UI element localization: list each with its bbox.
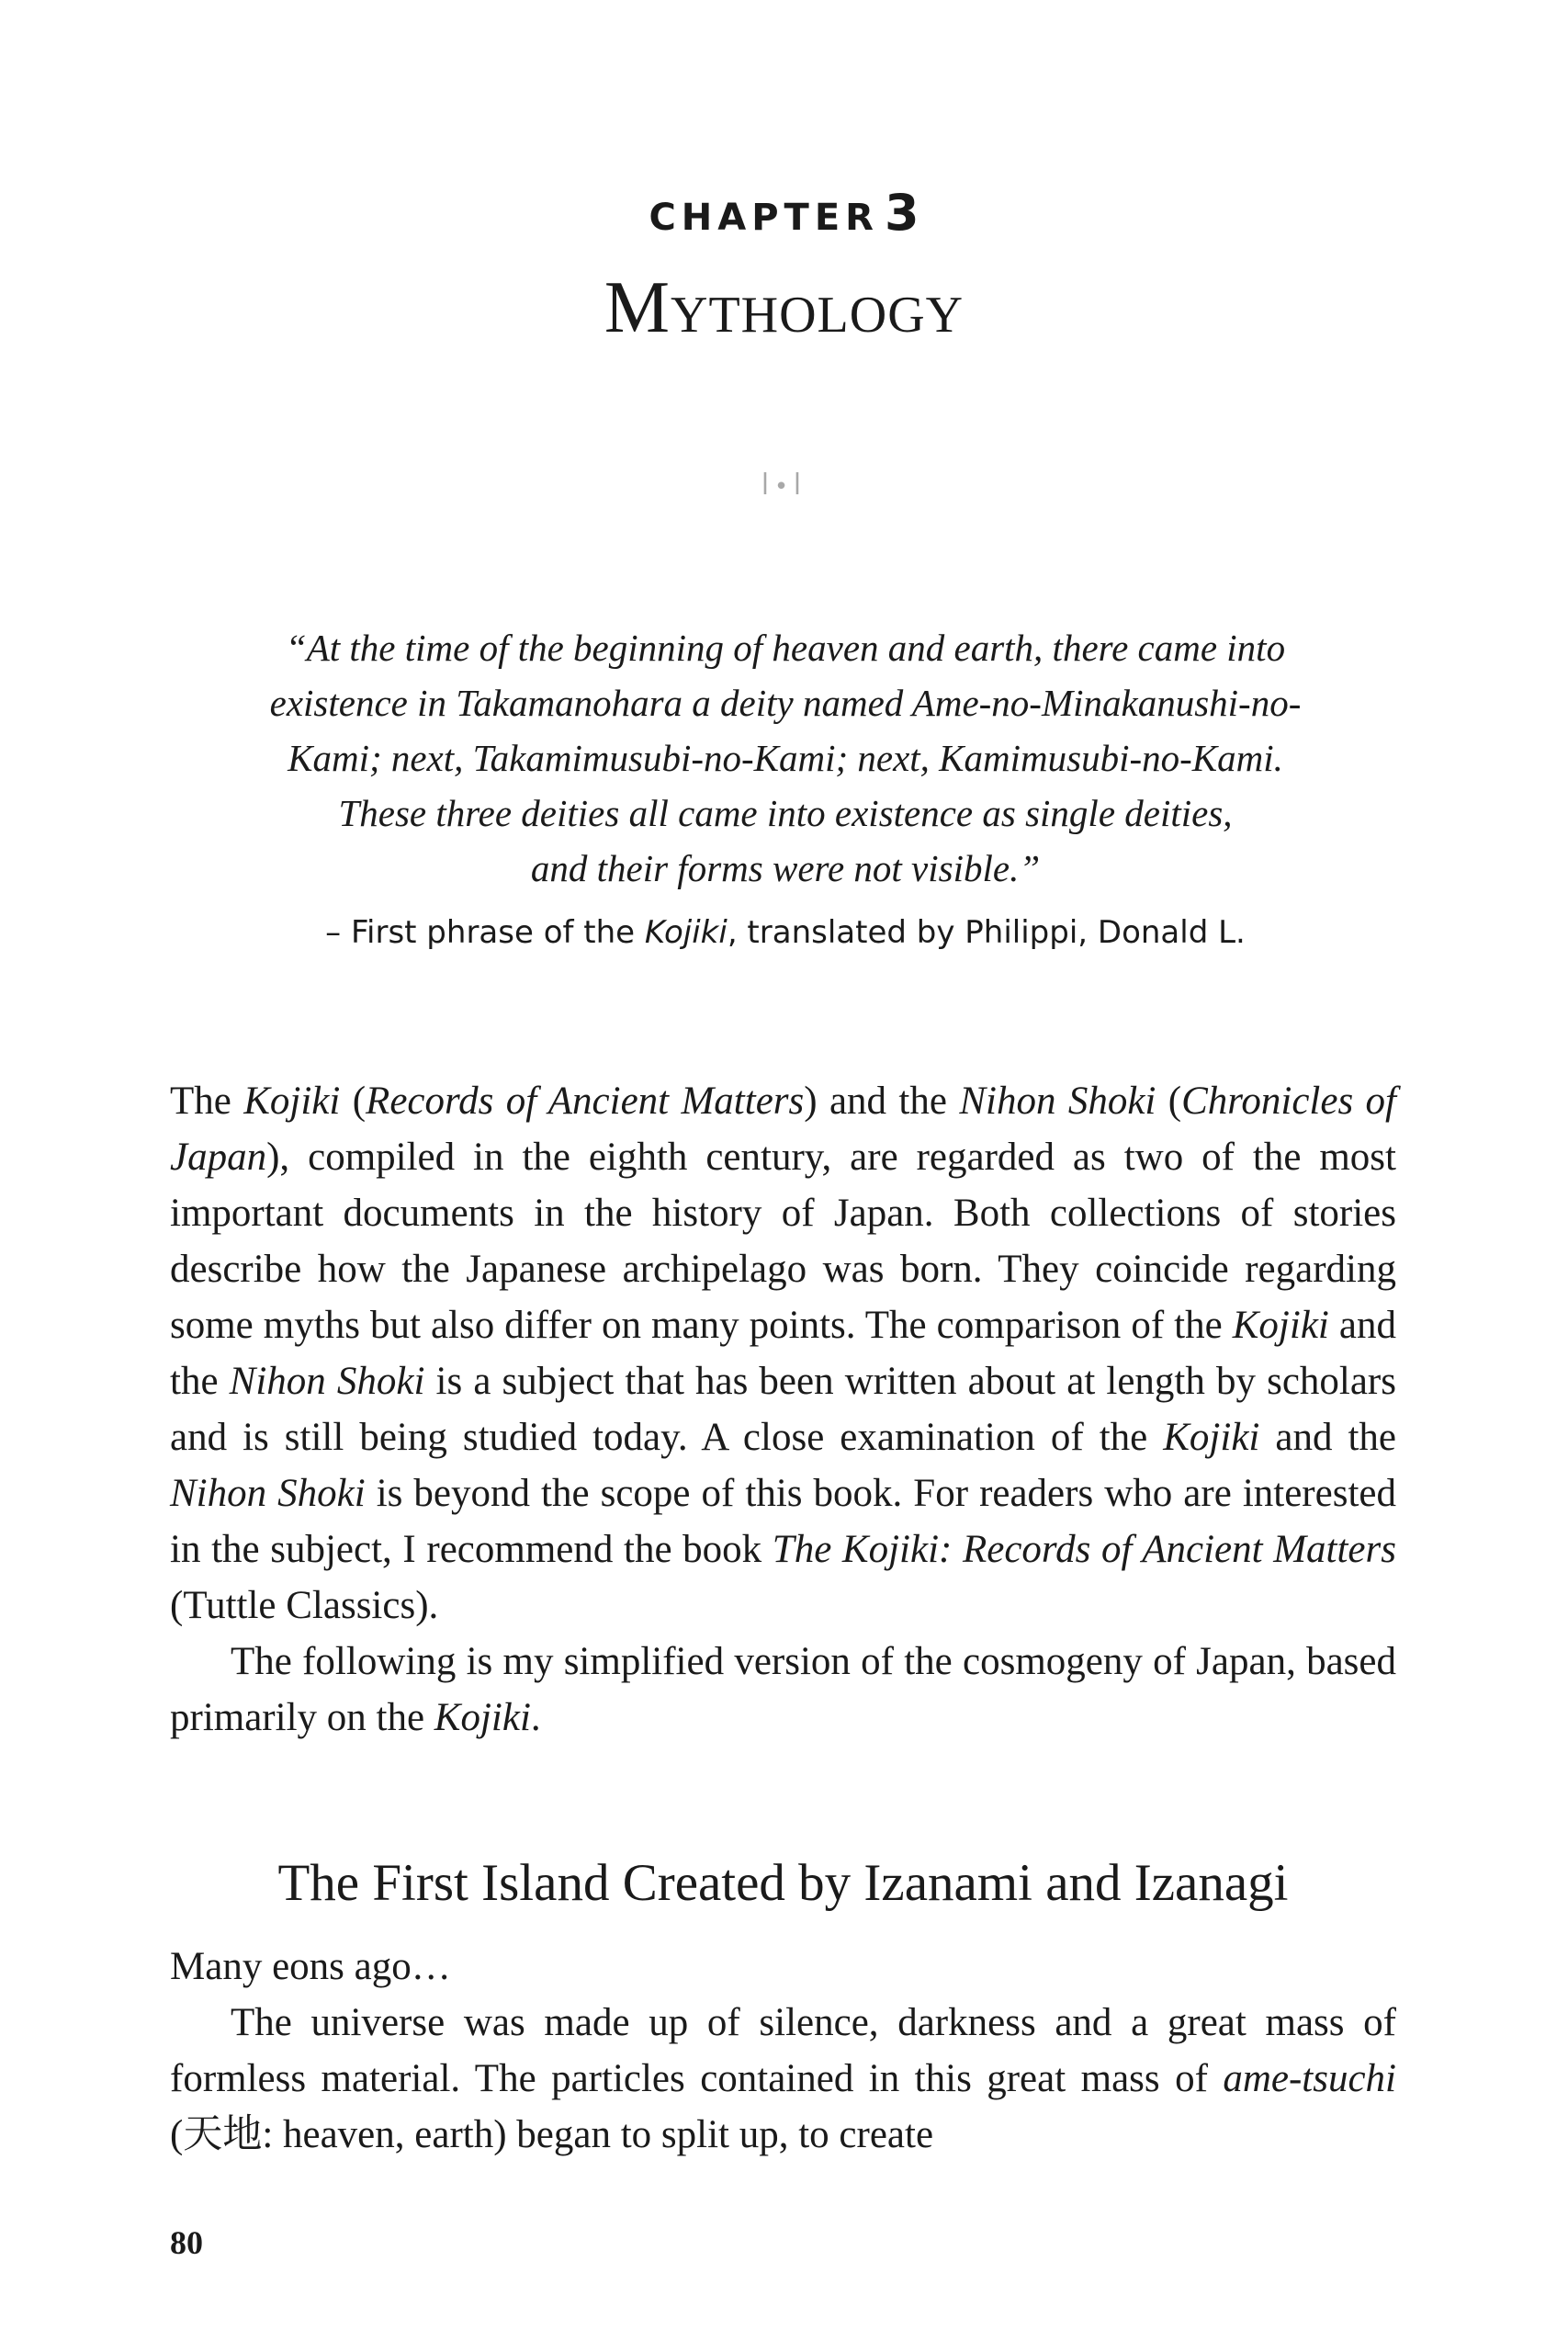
body-paragraph: Many eons ago… bbox=[170, 1945, 451, 1988]
epigraph-line: These three deities all came into existence as single deities, bbox=[338, 792, 1233, 834]
epigraph-line: “At the time of the beginning of heaven and earth, there came into bbox=[285, 627, 1286, 669]
section-body bbox=[170, 1939, 1396, 2163]
attribution-prefix: – First phrase of the bbox=[325, 914, 645, 951]
epigraph-attribution bbox=[170, 914, 1401, 951]
body-paragraph: The Kojiki (Records of Ancient Matters) and the Nihon Shoki (Chronicles of Japan), compiled in the eighth century, are regarded as two of the most important documents in the history of Japan. Both collections of stories describe how the Japanese archipelago was born. They coincide regarding some myths but also differ on many points. The comparison of the Kojiki and the Nihon Shoki is a subject that has been written about at length by scholars and is still being studied today. A close examination of the Kojiki and the Nihon Shoki is beyond the scope of this book. For readers who are interested in the subject, I recommend the book The Kojiki: Records of Ancient Matters (Tuttle Classics). bbox=[170, 1080, 1397, 1627]
chapter-number: 3 bbox=[884, 184, 919, 242]
intro-body bbox=[170, 1073, 1396, 1746]
attribution-suffix: , translated by Philippi, Donald L. bbox=[727, 914, 1246, 951]
attribution-work: Kojiki bbox=[644, 914, 728, 951]
body-paragraph: The following is my simplified version of the cosmogeny of Japan, based primarily on the Kojiki. bbox=[170, 1640, 1396, 1739]
chapter-label bbox=[0, 184, 1568, 242]
epigraph-line: Kami; next, Takamimusubi-no-Kami; next, Kamimusubi-no-Kami. bbox=[288, 737, 1283, 779]
epigraph bbox=[170, 620, 1401, 896]
ornament-divider: ꟾ•ꟾ bbox=[761, 473, 807, 501]
body-paragraph: The universe was made up of silence, darkness and a great mass of formless material. The particles contained in this great mass of ame-tsuchi (天地: heaven, earth) began to split up, to create bbox=[170, 2001, 1396, 2156]
chapter-title: Mythology bbox=[604, 267, 964, 348]
chapter-word: CHAPTER bbox=[649, 197, 879, 239]
section-heading: The First Island Created by Izanami and Izanagi bbox=[277, 1854, 1289, 1912]
epigraph-line: existence in Takamanohara a deity named Ame-no-Minakanushi-no- bbox=[269, 682, 1302, 724]
epigraph-line: and their forms were not visible.” bbox=[530, 847, 1041, 889]
page-number: 80 bbox=[170, 2224, 203, 2261]
